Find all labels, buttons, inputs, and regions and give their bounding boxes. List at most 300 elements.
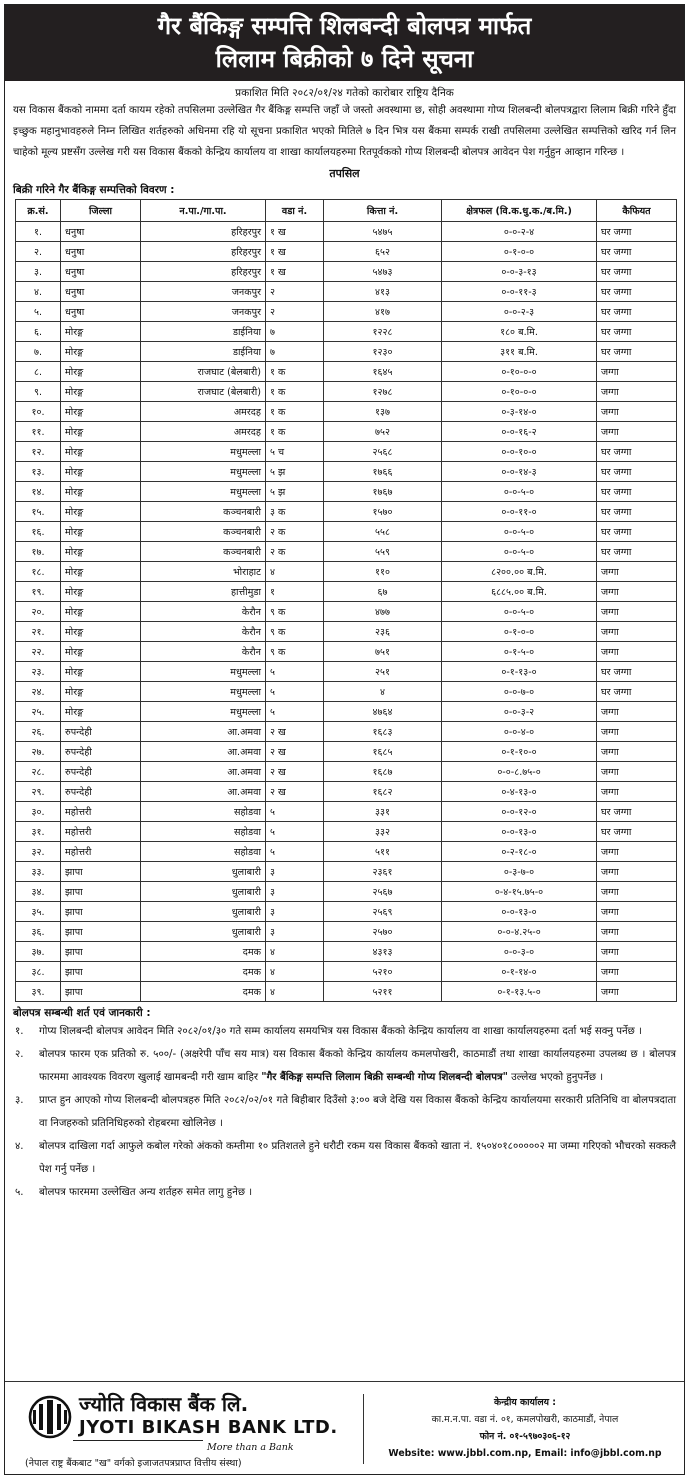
cell-municipality: हात्तीमुडा <box>141 582 266 602</box>
cell-ward: ३ <box>266 902 324 922</box>
cell-municipality: धुलाबारी <box>141 882 266 902</box>
cell-remarks: घर जग्गा <box>597 682 677 702</box>
cell-remarks: जग्गा <box>597 962 677 982</box>
table-row <box>16 442 677 462</box>
cell-area: ०-०-४-० <box>442 722 597 742</box>
cell-sn: ३७. <box>16 942 61 962</box>
cell-municipality: राजघाट (बेलबारी) <box>141 382 266 402</box>
footer-divider <box>363 1394 364 1464</box>
term-item <box>15 1135 676 1181</box>
cell-sn: १७. <box>16 542 61 562</box>
cell-district: मोरङ्ग <box>61 662 141 682</box>
cell-sn: १३. <box>16 462 61 482</box>
cell-municipality: हरिहरपुर <box>141 262 266 282</box>
table-row <box>16 662 677 682</box>
cell-plot: ४१७ <box>324 302 442 322</box>
bank-logo <box>17 1390 347 1472</box>
cell-district: मोरङ्ग <box>61 462 141 482</box>
table-row <box>16 402 677 422</box>
cell-area: ०-१-०-० <box>442 242 597 262</box>
cell-area: ०-१-०-० <box>442 622 597 642</box>
col-header-sn: क्र.सं. <box>16 200 61 222</box>
cell-sn: ३५. <box>16 902 61 922</box>
cell-district: झापा <box>61 982 141 1002</box>
cell-ward: ७ <box>266 322 324 342</box>
table-row <box>16 222 677 242</box>
cell-remarks: घर जग्गा <box>597 462 677 482</box>
cell-ward: ३ <box>266 882 324 902</box>
cell-plot: ३३१ <box>324 802 442 822</box>
cell-ward: ४ <box>266 942 324 962</box>
cell-plot: १२३० <box>324 342 442 362</box>
cell-sn: २. <box>16 242 61 262</box>
table-row <box>16 522 677 542</box>
cell-area: ०-०-२-४ <box>442 222 597 242</box>
cell-ward: ४ <box>266 962 324 982</box>
cell-district: मोरङ्ग <box>61 482 141 502</box>
cell-sn: १०. <box>16 402 61 422</box>
cell-area: ०-४-१३-० <box>442 782 597 802</box>
table-row <box>16 382 677 402</box>
cell-municipality: जनकपुर <box>141 302 266 322</box>
cell-plot: ११० <box>324 562 442 582</box>
table-row <box>16 942 677 962</box>
cell-municipality: धुलाबारी <box>141 922 266 942</box>
cell-plot: १३७ <box>324 402 442 422</box>
cell-remarks: जग्गा <box>597 722 677 742</box>
cell-ward: ७ <box>266 342 324 362</box>
cell-remarks: जग्गा <box>597 582 677 602</box>
cell-remarks: घर जग्गा <box>597 662 677 682</box>
tapsil-heading: तपसिल <box>329 167 360 180</box>
cell-district: मोरङ्ग <box>61 602 141 622</box>
cell-remarks: जग्गा <box>597 902 677 922</box>
col-header-ward: वडा नं. <box>266 200 324 222</box>
cell-district: मोरङ्ग <box>61 442 141 462</box>
table-row <box>16 682 677 702</box>
table-row <box>16 642 677 662</box>
cell-remarks: घर जग्गा <box>597 322 677 342</box>
term-number: ३. <box>15 1095 24 1106</box>
cell-sn: १९. <box>16 582 61 602</box>
cell-ward: ५ <box>266 682 324 702</box>
cell-district: मोरङ्ग <box>61 622 141 642</box>
cell-ward: २ ख <box>266 722 324 742</box>
cell-district: मोरङ्ग <box>61 682 141 702</box>
cell-area: ०-०-७-० <box>442 682 597 702</box>
cell-ward: ९ क <box>266 622 324 642</box>
cell-municipality: डाईनिया <box>141 342 266 362</box>
cell-municipality: कञ्चनबारी <box>141 542 266 562</box>
cell-district: मोरङ्ग <box>61 342 141 362</box>
cell-ward: ५ <box>266 702 324 722</box>
cell-plot: १७६७ <box>324 482 442 502</box>
table-row <box>16 922 677 942</box>
col-header-plot: कित्ता नं. <box>324 200 442 222</box>
cell-sn: ९. <box>16 382 61 402</box>
cell-area: ०-०-२-३ <box>442 302 597 322</box>
cell-sn: २२. <box>16 642 61 662</box>
cell-district: रुपन्देही <box>61 742 141 762</box>
cell-district: झापा <box>61 862 141 882</box>
cell-plot: ४१३ <box>324 282 442 302</box>
cell-district: धनुषा <box>61 262 141 282</box>
table-row <box>16 822 677 842</box>
cell-plot: ५२११ <box>324 982 442 1002</box>
cell-area: ०-०-५-० <box>442 522 597 542</box>
cell-remarks: घर जग्गा <box>597 542 677 562</box>
cell-plot: २३६१ <box>324 862 442 882</box>
cell-remarks: घर जग्गा <box>597 822 677 842</box>
header-title-line1: गैर बैंकिङ्ग सम्पत्ति शिलबन्दी बोलपत्र मार्फत <box>157 12 532 40</box>
cell-district: मोरङ्ग <box>61 382 141 402</box>
cell-sn: ३४. <box>16 882 61 902</box>
cell-sn: ६. <box>16 322 61 342</box>
cell-sn: ७. <box>16 342 61 362</box>
cell-area: ०-१०-०-० <box>442 362 597 382</box>
cell-sn: ८. <box>16 362 61 382</box>
cell-district: झापा <box>61 922 141 942</box>
cell-municipality: धुलाबारी <box>141 902 266 922</box>
table-row <box>16 782 677 802</box>
cell-municipality: आ.अमवा <box>141 762 266 782</box>
table-row <box>16 742 677 762</box>
office-website: Website: www.jbbl.com.np, Email: info@jbbl.com.np <box>388 1448 662 1459</box>
cell-sn: ३२. <box>16 842 61 862</box>
cell-sn: ३९. <box>16 982 61 1002</box>
cell-municipality: जनकपुर <box>141 282 266 302</box>
cell-municipality: आ.अमवा <box>141 742 266 762</box>
cell-municipality: दमक <box>141 962 266 982</box>
cell-district: मोरङ्ग <box>61 542 141 562</box>
cell-district: रुपन्देही <box>61 782 141 802</box>
cell-plot: १६८३ <box>324 722 442 742</box>
cell-municipality: हरिहरपुर <box>141 242 266 262</box>
cell-ward: १ <box>266 582 324 602</box>
cell-ward: ३ <box>266 862 324 882</box>
published-line: प्रकाशित मिति २०८२/०१/२४ गतेको कारोबार राष्ट्रिय दैनिक <box>235 87 454 99</box>
cell-municipality: सहोडवा <box>141 802 266 822</box>
cell-district: मोरङ्ग <box>61 322 141 342</box>
table-row <box>16 722 677 742</box>
term-text-main: प्राप्त हुन आएको गोप्य शिलबन्दी बोलपत्रहरु मिति २०८२/०२/०१ गते बिहीबार दिउँसो ३:०० बजे देखि यस विकास बैंकको केन्द्रिय कार्यालयमा सरकारी प्रतिनिधि वा बोलपत्रदाता वा निजहरुको प्रतिनिधिहरुको रोहबरमा खोलिनेछ । <box>39 1095 676 1129</box>
cell-area: ०-०-१३-० <box>442 822 597 842</box>
table-row <box>16 902 677 922</box>
cell-area: ३११ ब.मि. <box>442 342 597 362</box>
cell-plot: १६८७ <box>324 762 442 782</box>
cell-municipality: दमक <box>141 942 266 962</box>
cell-ward: ४ <box>266 562 324 582</box>
table-row <box>16 462 677 482</box>
cell-municipality: धुलाबारी <box>141 862 266 882</box>
table-row <box>16 482 677 502</box>
term-text-main: बोलपत्र दाखिला गर्दा आफुले कबोल गरेको अंकको कम्तीमा १० प्रतिशतले हुने धरौटी रकम यस विकास बैंकको खाता नं. १५०४०१८०००००२ मा जम्मा गरिएको भौचरको सक्कलै पेश गर्नु पर्नेछ । <box>39 1141 676 1175</box>
cell-ward: ५ <box>266 662 324 682</box>
cell-remarks: जग्गा <box>597 742 677 762</box>
cell-municipality: सहोडवा <box>141 842 266 862</box>
table-row <box>16 582 677 602</box>
cell-sn: ३८. <box>16 962 61 982</box>
cell-plot: ७५१ <box>324 642 442 662</box>
term-item <box>15 1020 676 1043</box>
cell-ward: २ <box>266 282 324 302</box>
table-row <box>16 242 677 262</box>
cell-area: ०-०-३-२ <box>442 702 597 722</box>
cell-area: ०-०-१६-२ <box>442 422 597 442</box>
term-text-main: गोप्य शिलबन्दी बोलपत्र आवेदन मिति २०८२/०१/३० गते सम्म कार्यालय समयभित्र यस विकास बैंकको केन्द्रिय कार्यालय वा शाखा कार्यालयहरुमा दर्ता भई सक्नु पर्नेछ । <box>39 1026 642 1037</box>
cell-district: रुपन्देही <box>61 762 141 782</box>
cell-ward: ५ <box>266 842 324 862</box>
cell-remarks: जग्गा <box>597 622 677 642</box>
cell-area: ०-१-१३-० <box>442 662 597 682</box>
cell-plot: ४७६४ <box>324 702 442 722</box>
table-row <box>16 762 677 782</box>
cell-remarks: घर जग्गा <box>597 522 677 542</box>
cell-district: धनुषा <box>61 302 141 322</box>
cell-area: ०-१०-०-० <box>442 382 597 402</box>
cell-district: मोरङ्ग <box>61 642 141 662</box>
cell-ward: ५ झ <box>266 482 324 502</box>
cell-sn: २६. <box>16 722 61 742</box>
term-item <box>15 1181 676 1204</box>
cell-sn: ३३. <box>16 862 61 882</box>
table-row <box>16 262 677 282</box>
term-text <box>39 1020 676 1043</box>
table-row <box>16 542 677 562</box>
cell-ward: २ ख <box>266 742 324 762</box>
cell-district: झापा <box>61 882 141 902</box>
cell-remarks: घर जग्गा <box>597 262 677 282</box>
table-row <box>16 342 677 362</box>
bank-tagline: More than a Bank <box>207 1442 294 1453</box>
cell-remarks: जग्गा <box>597 702 677 722</box>
cell-remarks: जग्गा <box>597 602 677 622</box>
cell-remarks: घर जग्गा <box>597 342 677 362</box>
cell-ward: ५ <box>266 822 324 842</box>
table-row <box>16 702 677 722</box>
cell-area: ६८८५.०० ब.मि. <box>442 582 597 602</box>
table-row <box>16 862 677 882</box>
cell-area: ०-३-७-० <box>442 862 597 882</box>
cell-ward: १ ख <box>266 262 324 282</box>
cell-remarks: जग्गा <box>597 362 677 382</box>
cell-district: मोरङ्ग <box>61 502 141 522</box>
cell-remarks: घर जग्गा <box>597 302 677 322</box>
cell-ward: १ क <box>266 382 324 402</box>
cell-plot: २३६ <box>324 622 442 642</box>
cell-district: धनुषा <box>61 282 141 302</box>
bank-name-english: JYOTI BIKASH BANK LTD. <box>79 1417 338 1438</box>
cell-municipality: मधुमल्ला <box>141 482 266 502</box>
cell-plot: २५६९ <box>324 902 442 922</box>
cell-plot: ५११ <box>324 842 442 862</box>
header-title-line2: लिलाम बिक्रीको ७ दिने सूचना <box>215 45 474 73</box>
cell-district: मोरङ्ग <box>61 702 141 722</box>
col-header-district: जिल्ला <box>61 200 141 222</box>
tagline-divider <box>73 1440 203 1441</box>
cell-remarks: घर जग्गा <box>597 482 677 502</box>
term-text <box>39 1135 676 1181</box>
cell-ward: २ ख <box>266 762 324 782</box>
cell-remarks: जग्गा <box>597 942 677 962</box>
table-row <box>16 362 677 382</box>
cell-area: ०-०-१२-० <box>442 802 597 822</box>
cell-remarks: जग्गा <box>597 862 677 882</box>
cell-remarks: जग्गा <box>597 882 677 902</box>
term-number: २. <box>15 1049 24 1060</box>
cell-area: ०-०-१०-० <box>442 442 597 462</box>
cell-municipality: भोराहाट <box>141 562 266 582</box>
cell-sn: १८. <box>16 562 61 582</box>
cell-remarks: जग्गा <box>597 422 677 442</box>
cell-sn: २०. <box>16 602 61 622</box>
cell-ward: ३ <box>266 922 324 942</box>
cell-ward: १ ख <box>266 242 324 262</box>
cell-remarks: जग्गा <box>597 642 677 662</box>
term-number: १. <box>15 1026 24 1037</box>
cell-plot: ५४७५ <box>324 222 442 242</box>
cell-municipality: आ.अमवा <box>141 722 266 742</box>
cell-plot: ४७७ <box>324 602 442 622</box>
footer <box>5 1381 684 1474</box>
table-row <box>16 602 677 622</box>
cell-municipality: डाईनिया <box>141 322 266 342</box>
notice-page <box>4 4 685 1475</box>
office-title: केन्द्रीय कार्यालय : <box>494 1397 556 1408</box>
table-body <box>16 222 677 1002</box>
cell-sn: ३६. <box>16 922 61 942</box>
col-header-remarks: कैफियत <box>597 200 677 222</box>
cell-remarks: जग्गा <box>597 562 677 582</box>
terms-heading: बोलपत्र सम्बन्धी शर्त एवं जानकारी : <box>13 1007 151 1019</box>
office-address: का.म.न.पा. वडा नं. ०१, कमलपोखरी, काठमाडौं, नेपाल <box>431 1414 619 1425</box>
cell-plot: २५७० <box>324 922 442 942</box>
table-row <box>16 982 677 1002</box>
cell-ward: ५ झ <box>266 462 324 482</box>
cell-municipality: अमरदह <box>141 402 266 422</box>
cell-plot: ३३२ <box>324 822 442 842</box>
cell-sn: २८. <box>16 762 61 782</box>
cell-sn: ३१. <box>16 822 61 842</box>
term-text <box>39 1089 676 1135</box>
cell-sn: २४. <box>16 682 61 702</box>
cell-sn: ५. <box>16 302 61 322</box>
intro-paragraph: यस विकास बैंकको नाममा दर्ता कायम रहेको तपसिलमा उल्लेखित गैर बैंकिङ्ग सम्पत्ति जहाँ जे जस्तो अवस्थामा छ, सोही अवस्थामा गोप्य शिलबन्दी बोलपत्रद्वारा लिलाम बिक्री गरिने हुँदा इच्छुक महानुभावहरुले निम्न लिखित शर्तहरुको अधिनमा रहि यो सूचना प्रकाशित भएको मितिले ७ दिन भित्र यस बैंकमा सम्पर्क राखी तपसिलमा उल्लेखित सम्पत्तिको खरिद गर्न लिन चाहेको मूल्य प्रष्टसँग उल्लेख गरी यस विकास बैंकको केन्द्रिय कार्यालय वा शाखा कार्यालयहरुमा रितपूर्वकको गोप्य शिलबन्दी बोलपत्र आवेदन पेश गर्नुहुन आव्हान गरिन्छ । <box>13 105 676 158</box>
cell-municipality: कञ्चनबारी <box>141 502 266 522</box>
cell-district: महोत्तरी <box>61 822 141 842</box>
cell-plot: ४ <box>324 682 442 702</box>
cell-plot: १७६६ <box>324 462 442 482</box>
term-item <box>15 1043 676 1089</box>
col-header-area: क्षेत्रफल (वि.क.धु.क./ब.मि.) <box>442 200 597 222</box>
cell-ward: ३ क <box>266 502 324 522</box>
cell-ward: २ क <box>266 522 324 542</box>
cell-remarks: घर जग्गा <box>597 222 677 242</box>
cell-plot: ६५२ <box>324 242 442 262</box>
cell-plot: ६७ <box>324 582 442 602</box>
cell-district: धनुषा <box>61 222 141 242</box>
cell-area: ०-१-१३.५-० <box>442 982 597 1002</box>
term-number: ५. <box>15 1187 24 1198</box>
cell-plot: १६८५ <box>324 742 442 762</box>
cell-plot: १२७८ <box>324 382 442 402</box>
table-row <box>16 502 677 522</box>
cell-district: महोत्तरी <box>61 802 141 822</box>
cell-ward: ९ क <box>266 602 324 622</box>
cell-area: ०-१-१०-० <box>442 742 597 762</box>
cell-municipality: हरिहरपुर <box>141 222 266 242</box>
table-row <box>16 882 677 902</box>
license-note: (नेपाल राष्ट्र बैंकबाट "ख" वर्गको इजाजतपत्रप्राप्त वित्तीय संस्था) <box>25 1458 242 1469</box>
cell-district: मोरङ्ग <box>61 402 141 422</box>
cell-remarks: जग्गा <box>597 782 677 802</box>
cell-remarks: घर जग्गा <box>597 502 677 522</box>
cell-municipality: केरौन <box>141 642 266 662</box>
cell-ward: १ क <box>266 402 324 422</box>
cell-area: ०-०-५-० <box>442 602 597 622</box>
cell-remarks: जग्गा <box>597 842 677 862</box>
cell-sn: ४. <box>16 282 61 302</box>
cell-municipality: मधुमल्ला <box>141 462 266 482</box>
term-text <box>39 1181 676 1204</box>
cell-remarks: जग्गा <box>597 402 677 422</box>
cell-remarks: घर जग्गा <box>597 442 677 462</box>
cell-sn: १५. <box>16 502 61 522</box>
cell-municipality: मधुमल्ला <box>141 662 266 682</box>
cell-sn: १६. <box>16 522 61 542</box>
cell-district: मोरङ्ग <box>61 362 141 382</box>
cell-area: ०-०-३-१३ <box>442 262 597 282</box>
cell-area: ०-०-१४-३ <box>442 462 597 482</box>
cell-district: मोरङ्ग <box>61 422 141 442</box>
cell-plot: १५७० <box>324 502 442 522</box>
cell-municipality: केरौन <box>141 622 266 642</box>
cell-district: महोत्तरी <box>61 842 141 862</box>
cell-area: ०-०-४.२५-० <box>442 922 597 942</box>
cell-sn: २७. <box>16 742 61 762</box>
cell-sn: ११. <box>16 422 61 442</box>
term-text-bold: "गैर बैंकिङ्ग सम्पत्ति लिलाम बिक्री सम्बन्धी गोप्य शिलबन्दी बोलपत्र" <box>261 1072 508 1083</box>
bank-name-nepali: ज्योति विकास बैंक लि. <box>79 1392 249 1416</box>
table-title: बिक्री गरिने गैर बैंकिङ्ग सम्पत्तिको विवरण : <box>13 184 175 196</box>
office-info <box>375 1394 675 1462</box>
cell-area: ०-४-१५.७५-० <box>442 882 597 902</box>
table-row <box>16 802 677 822</box>
cell-sn: २३. <box>16 662 61 682</box>
cell-remarks: घर जग्गा <box>597 802 677 822</box>
table-row <box>16 422 677 442</box>
cell-municipality: सहोडवा <box>141 822 266 842</box>
cell-plot: ७५२ <box>324 422 442 442</box>
notice-header <box>5 5 684 81</box>
cell-district: मोरङ्ग <box>61 582 141 602</box>
cell-ward: २ ख <box>266 782 324 802</box>
cell-district: रुपन्देही <box>61 722 141 742</box>
cell-municipality: आ.अमवा <box>141 782 266 802</box>
col-header-municipality: न.पा./गा.पा. <box>141 200 266 222</box>
table-row <box>16 962 677 982</box>
cell-area: ०-०-८.७५-० <box>442 762 597 782</box>
cell-ward: १ ख <box>266 222 324 242</box>
cell-sn: ३०. <box>16 802 61 822</box>
cell-ward: ५ च <box>266 442 324 462</box>
term-text-end: उल्लेख भएको हुनुपर्नेछ । <box>507 1072 604 1083</box>
cell-ward: २ क <box>266 542 324 562</box>
cell-area: १८० ब.मि. <box>442 322 597 342</box>
table-row <box>16 842 677 862</box>
cell-area: ०-०-५-० <box>442 542 597 562</box>
cell-area: ०-०-३-० <box>442 942 597 962</box>
